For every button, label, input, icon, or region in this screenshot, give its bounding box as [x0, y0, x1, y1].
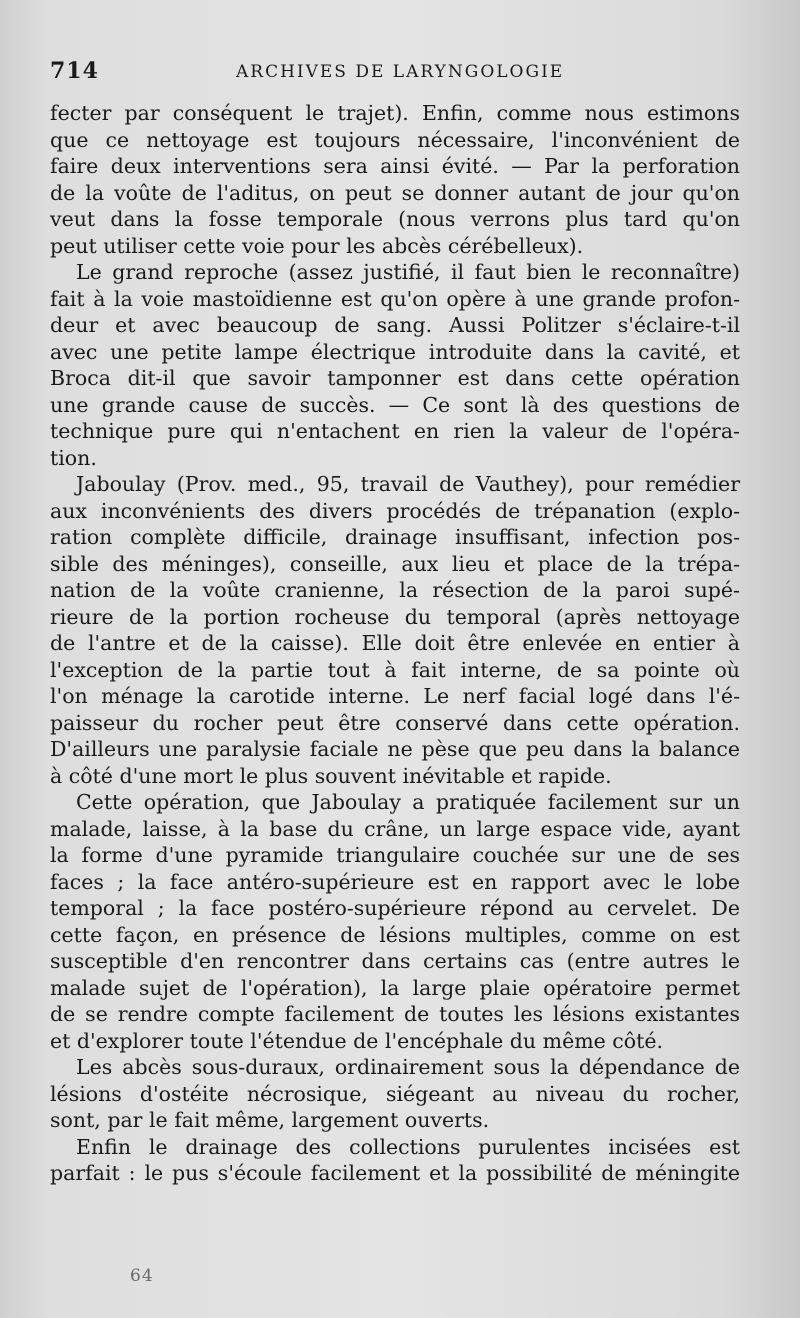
text-line: deur et avec beaucoup de sang. Aussi Politzer s'éclaire-t-il	[50, 313, 740, 337]
text-line: veut dans la fosse temporale (nous verrons plus tard qu'on	[50, 207, 740, 231]
text-line: que ce nettoyage est toujours nécessaire, l'inconvénient de	[50, 127, 740, 152]
text-line: sont, par le fait même, largement ouverts.	[50, 1108, 490, 1132]
body-text	[50, 100, 740, 1187]
text-line: sible des méninges), conseille, aux lieu et place de la trépa-	[50, 551, 740, 576]
page-number: 714	[50, 58, 99, 84]
text-line: l'exception de la partie tout à fait interne, de sa pointe où	[50, 657, 740, 682]
text-line: ration complète difficile, drainage insuffisant, infection pos-	[50, 525, 740, 549]
text-line: avec une petite lampe électrique introduite dans la cavité, et	[50, 339, 740, 364]
text-line: parfait : le pus s'écoule facilement et la possibilité de méningite	[50, 1161, 740, 1185]
text-line: nation de la voûte cranienne, la résection de la paroi supé-	[50, 578, 740, 602]
text-line: faces ; la face antéro-supérieure est en rapport avec le lobe	[50, 869, 740, 894]
text-line: malade sujet de l'opération), la large plaie opératoire permet	[50, 975, 740, 1000]
text-line: de l'antre et de la caisse). Elle doit être enlevée en entier à	[50, 631, 740, 655]
text-line: cette façon, en présence de lésions multiples, comme on est	[50, 922, 740, 947]
text-line: susceptible d'en rencontrer dans certains cas (entre autres le	[50, 949, 740, 973]
text-line: la forme d'une pyramide triangulaire couchée sur une de ses	[50, 843, 740, 867]
text-line: faire deux interventions sera ainsi évité. — Par la perforation	[50, 154, 740, 178]
text-line: malade, laisse, à la base du crâne, un large espace vide, ayant	[50, 816, 740, 841]
text-line: et d'explorer toute l'étendue de l'encéphale du même côté.	[50, 1028, 664, 1053]
signature-mark: 64	[130, 1266, 154, 1286]
text-line: de la voûte de l'aditus, on peut se donner autant de jour qu'on	[50, 180, 740, 205]
running-head: ARCHIVES DE LARYNGOLOGIE	[236, 62, 565, 82]
paragraph-start: Les abcès sous-duraux, ordinairement sous la dépendance de	[76, 1055, 740, 1079]
paragraph-start: Cette opération, que Jaboulay a pratiquée facilement sur un	[76, 790, 740, 814]
text-line: peut utiliser cette voie pour les abcès cérébelleux).	[50, 233, 584, 258]
text-line: fait à la voie mastoïdienne est qu'on opère à une grande profon-	[50, 286, 740, 311]
text-line: lésions d'ostéite nécrosique, siégeant au niveau du rocher,	[50, 1081, 740, 1106]
text-line: à côté d'une mort le plus souvent inévitable et rapide.	[50, 763, 612, 788]
paragraph-start: Enfin le drainage des collections purulentes incisées est	[76, 1134, 740, 1159]
text-line: aux inconvénients des divers procédés de trépanation (explo-	[50, 498, 740, 523]
text-line: Broca dit-il que savoir tamponner est dans cette opération	[50, 366, 740, 390]
paragraph-start: Le grand reproche (assez justifié, il faut bien le reconnaître)	[76, 260, 740, 284]
page-header	[50, 58, 730, 88]
text-line: de se rendre compte facilement de toutes les lésions existantes	[50, 1002, 740, 1026]
text-line: D'ailleurs une paralysie faciale ne pèse que peu dans la balance	[50, 737, 740, 761]
paragraph-start: Jaboulay (Prov. med., 95, travail de Vauthey), pour remédier	[76, 472, 740, 496]
text-line: tion.	[50, 445, 97, 470]
text-line: rieure de la portion rocheuse du temporal (après nettoyage	[50, 604, 740, 629]
text-line: l'on ménage la carotide interne. Le nerf facial logé dans l'é-	[50, 684, 740, 708]
text-line: fecter par conséquent le trajet). Enfin, comme nous estimons	[50, 101, 740, 125]
text-line: une grande cause de succès. — Ce sont là des questions de	[50, 392, 740, 417]
text-line: paisseur du rocher peut être conservé dans cette opération.	[50, 710, 740, 735]
text-line: technique pure qui n'entachent en rien la valeur de l'opéra-	[50, 419, 740, 443]
text-line: temporal ; la face postéro-supérieure répond au cervelet. De	[50, 896, 740, 920]
